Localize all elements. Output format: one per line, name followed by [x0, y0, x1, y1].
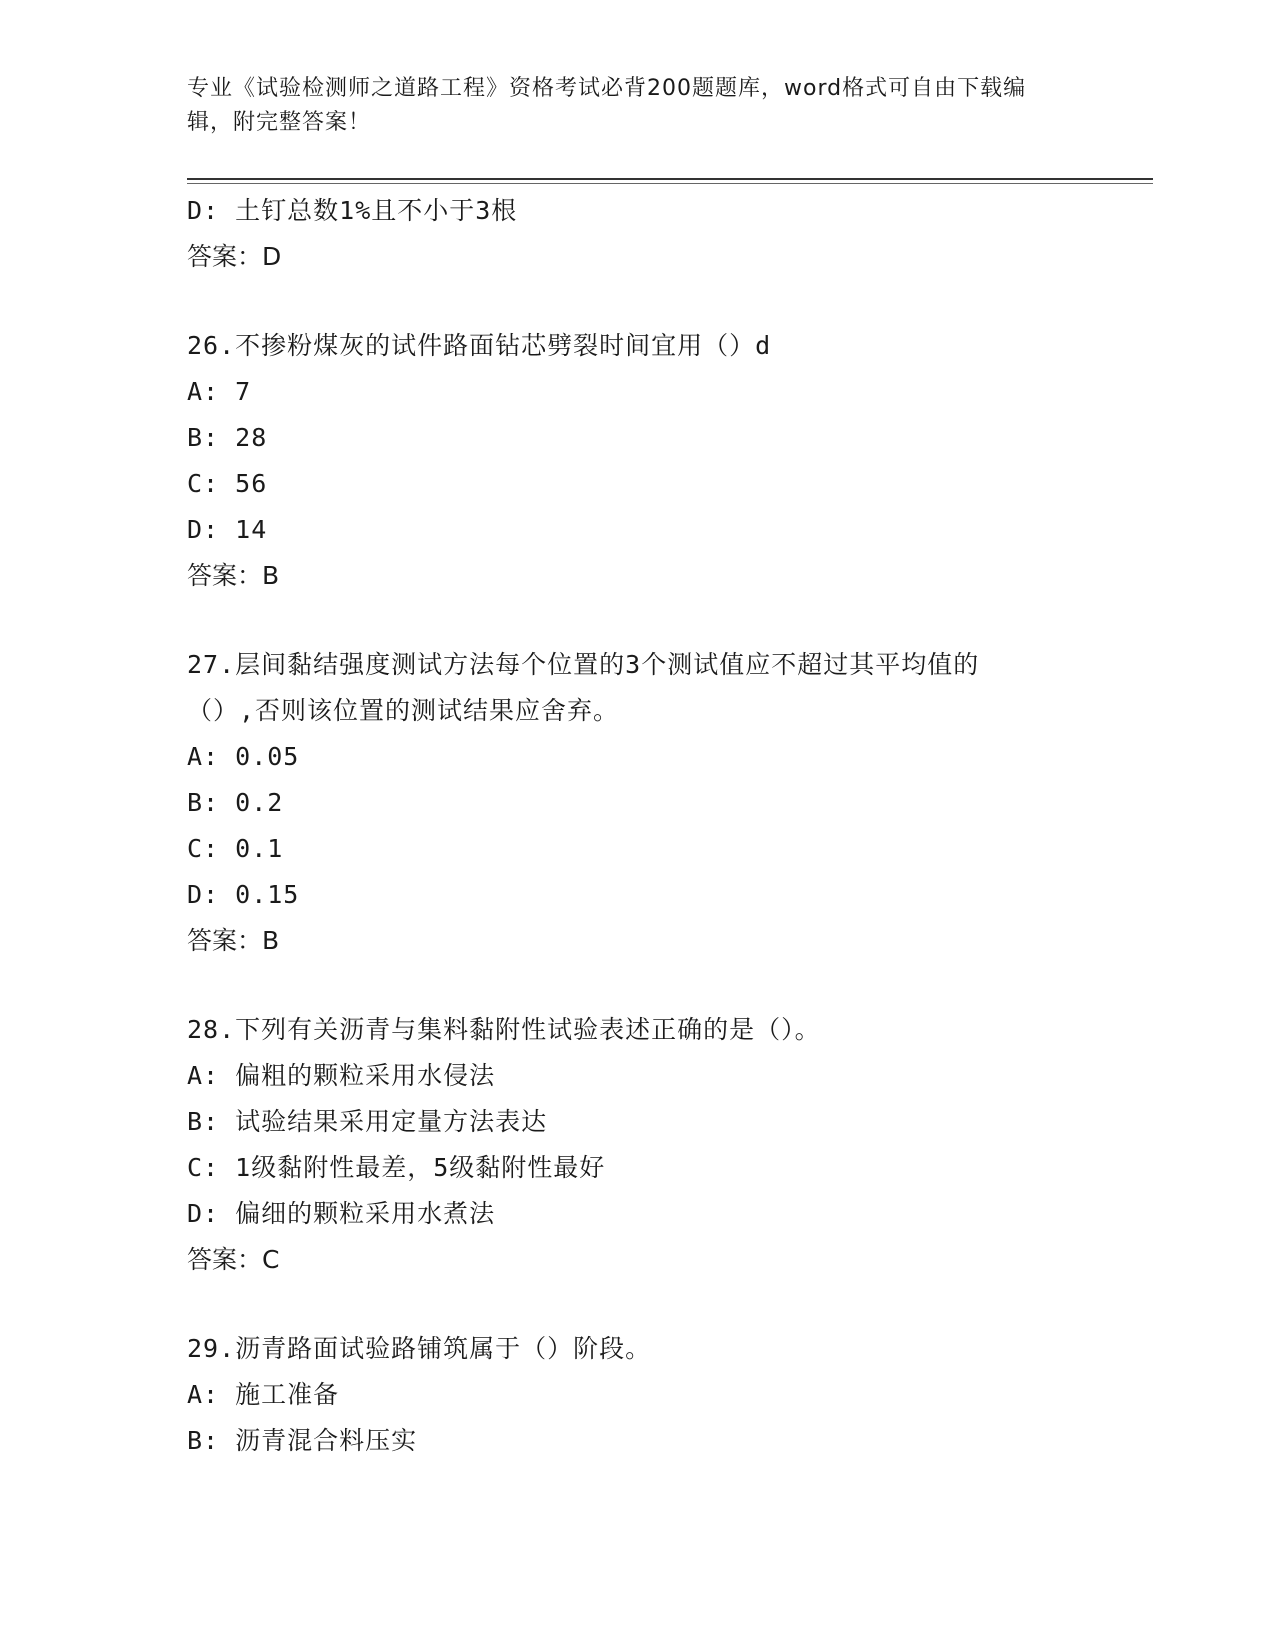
document-header: 专业《试验检测师之道路工程》资格考试必背200题题库，word格式可自由下载编辑，附完整答案！	[187, 76, 1027, 135]
question-list	[187, 188, 1087, 1464]
question-29	[187, 1326, 1087, 1464]
option-c: C: 56	[187, 469, 268, 498]
question-28	[187, 1007, 1087, 1283]
question-26	[187, 323, 1087, 599]
answer-line: 答案：B	[187, 561, 280, 590]
option-a: A: 施工准备	[187, 1380, 340, 1409]
answer-line: 答案：B	[187, 926, 280, 955]
option-b: B: 试验结果采用定量方法表达	[187, 1107, 548, 1136]
question-stem: 26.不掺粉煤灰的试件路面钻芯劈裂时间宜用（）d	[187, 331, 772, 360]
option-a: A: 7	[187, 377, 252, 406]
option-c: C: 1级黏附性最差，5级黏附性最好	[187, 1153, 606, 1182]
option-b: B: 0.2	[187, 788, 284, 817]
question-stem: 29.沥青路面试验路铺筑属于（）阶段。	[187, 1334, 652, 1363]
option-d: D: 土钉总数1%且不小于3根	[187, 196, 518, 225]
option-b: B: 沥青混合料压实	[187, 1426, 418, 1455]
option-a: A: 0.05	[187, 742, 300, 771]
question-stem: 27.层间黏结强度测试方法每个位置的3个测试值应不超过其平均值的（）,否则该位置的测试结果应舍弃。	[187, 650, 980, 725]
question-27	[187, 642, 1087, 964]
option-b: B: 28	[187, 423, 268, 452]
option-c: C: 0.1	[187, 834, 284, 863]
answer-line: 答案：C	[187, 1245, 280, 1274]
header-divider-thin	[187, 183, 1153, 184]
option-a: A: 偏粗的颗粒采用水侵法	[187, 1061, 496, 1090]
option-d: D: 0.15	[187, 880, 300, 909]
header-divider	[187, 178, 1153, 180]
question-stem: 28.下列有关沥青与集料黏附性试验表述正确的是（）。	[187, 1015, 821, 1044]
answer-line: 答案：D	[187, 242, 282, 271]
option-d: D: 偏细的颗粒采用水煮法	[187, 1199, 496, 1228]
option-d: D: 14	[187, 515, 268, 544]
